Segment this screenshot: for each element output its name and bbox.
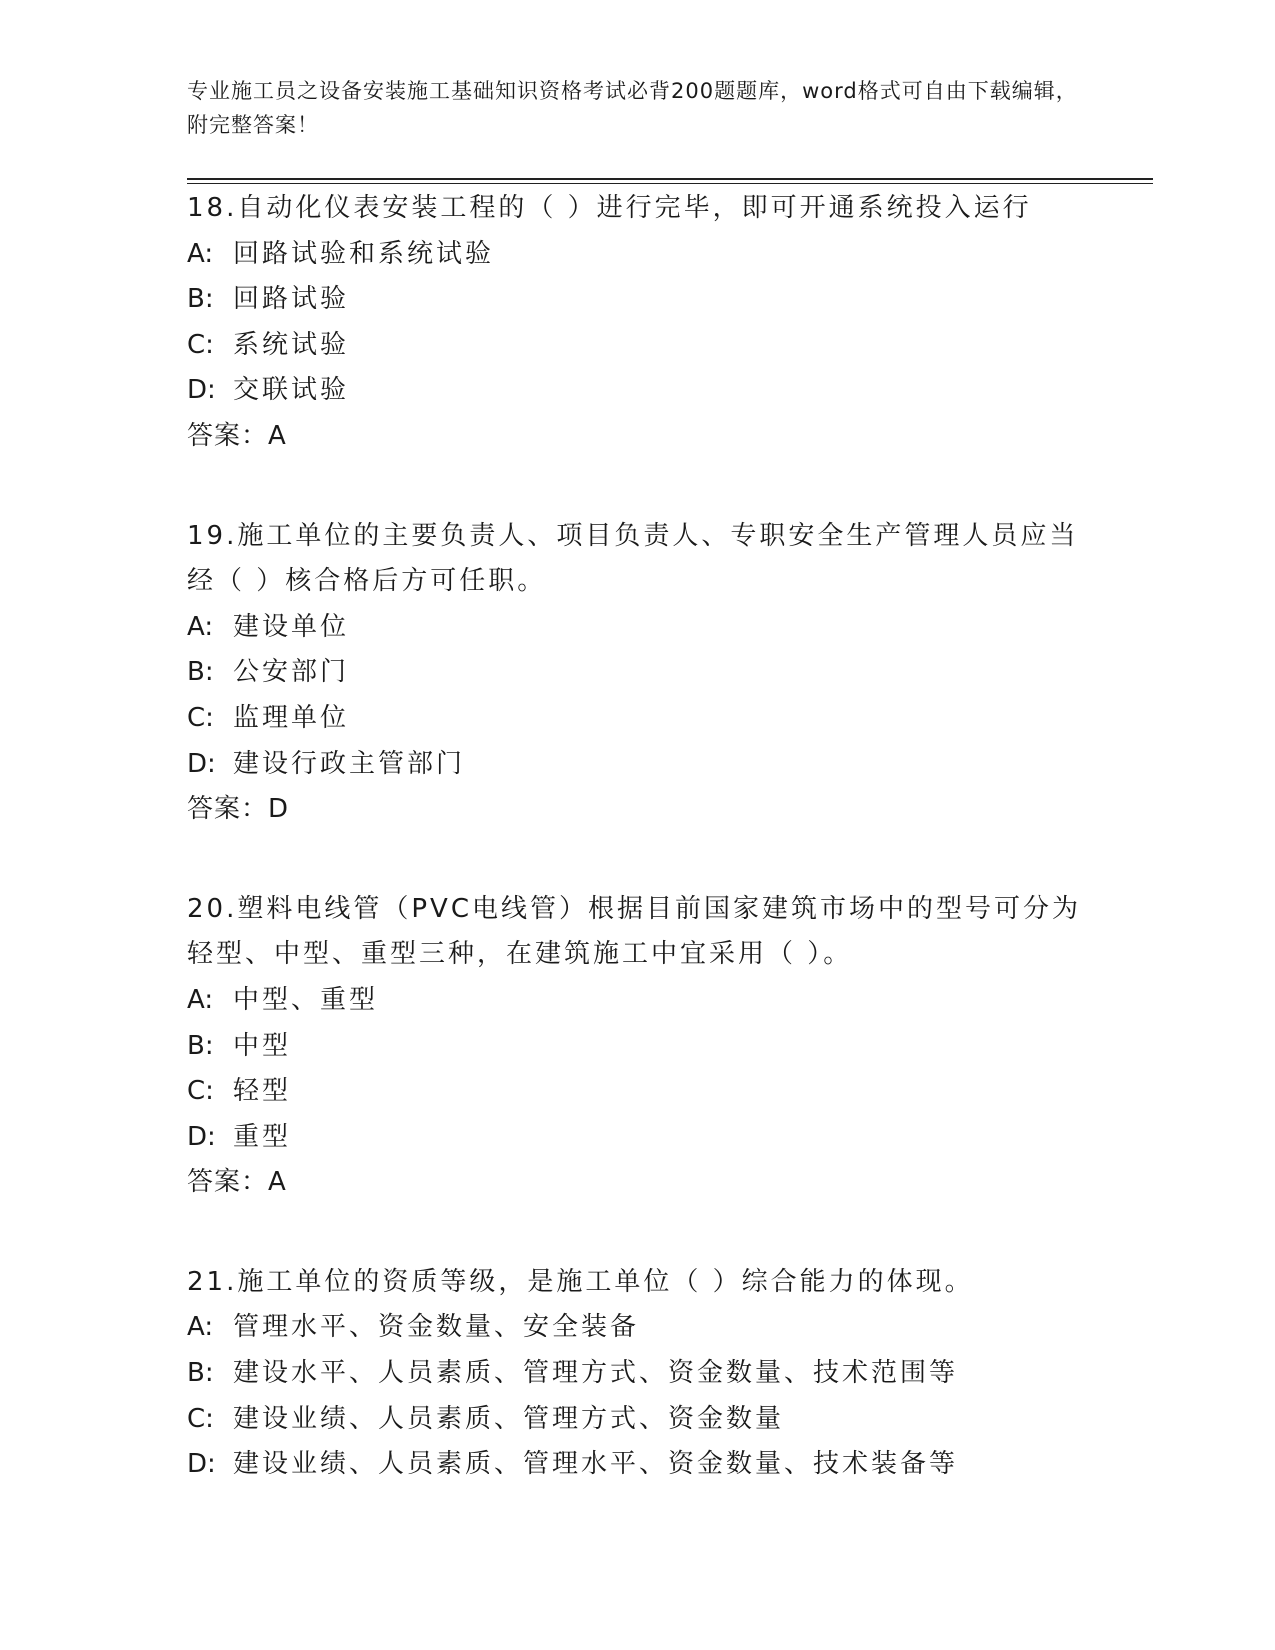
option-text: 回路试验 bbox=[233, 284, 350, 315]
option-c bbox=[187, 1397, 1087, 1443]
document-header: 专业施工员之设备安装施工基础知识资格考试必背200题题库，word格式可自由下载编辑，附完整答案！ bbox=[187, 79, 1078, 137]
option-text: 回路试验和系统试验 bbox=[233, 238, 495, 269]
option-text: 中型 bbox=[233, 1030, 292, 1061]
question-stem: 20.塑料电线管（PVC电线管）根据目前国家建筑市场中的型号可分为轻型、中型、重型三种，在建筑施工中宜采用（ ）。 bbox=[187, 893, 1081, 970]
option-letter: C: bbox=[187, 1403, 214, 1434]
option-b bbox=[187, 1024, 1087, 1070]
option-letter: B: bbox=[187, 1358, 214, 1389]
option-a bbox=[187, 1305, 1087, 1351]
option-text: 建设业绩、人员素质、管理方式、资金数量 bbox=[233, 1403, 785, 1434]
option-letter: A: bbox=[187, 1312, 214, 1343]
option-text: 系统试验 bbox=[233, 329, 350, 360]
question-stem: 21.施工单位的资质等级，是施工单位（ ）综合能力的体现。 bbox=[187, 1266, 974, 1297]
question-21 bbox=[187, 1260, 1087, 1488]
answer-line: 答案：A bbox=[187, 420, 287, 451]
option-b bbox=[187, 277, 1087, 323]
option-d bbox=[187, 742, 1087, 788]
option-text: 轻型 bbox=[233, 1076, 292, 1107]
question-list bbox=[187, 186, 1087, 1542]
option-letter: B: bbox=[187, 657, 214, 688]
option-letter: A: bbox=[187, 238, 214, 269]
option-text: 建设单位 bbox=[233, 611, 350, 642]
option-text: 建设业绩、人员素质、管理水平、资金数量、技术装备等 bbox=[233, 1449, 959, 1480]
option-b bbox=[187, 650, 1087, 696]
option-text: 监理单位 bbox=[233, 702, 350, 733]
option-text: 中型、重型 bbox=[233, 984, 379, 1015]
option-a bbox=[187, 232, 1087, 278]
option-text: 公安部门 bbox=[233, 657, 350, 688]
question-20 bbox=[187, 887, 1087, 1206]
option-b bbox=[187, 1351, 1087, 1397]
option-c bbox=[187, 323, 1087, 369]
header-divider-thick bbox=[187, 178, 1153, 180]
option-d bbox=[187, 1115, 1087, 1161]
option-text: 建设行政主管部门 bbox=[233, 748, 466, 779]
option-d bbox=[187, 1442, 1087, 1488]
option-letter: D: bbox=[187, 748, 216, 779]
option-letter: A: bbox=[187, 984, 214, 1015]
option-letter: D: bbox=[187, 375, 216, 406]
answer-line: 答案：D bbox=[187, 794, 290, 825]
option-text: 建设水平、人员素质、管理方式、资金数量、技术范围等 bbox=[233, 1358, 959, 1389]
option-c bbox=[187, 1069, 1087, 1115]
question-stem: 19.施工单位的主要负责人、项目负责人、专职安全生产管理人员应当经（ ）核合格后方可任职。 bbox=[187, 520, 1079, 597]
option-c bbox=[187, 696, 1087, 742]
question-18 bbox=[187, 186, 1087, 460]
question-stem: 18.自动化仪表安装工程的（ ）进行完毕，即可开通系统投入运行 bbox=[187, 193, 1032, 223]
option-letter: C: bbox=[187, 702, 214, 733]
option-letter: D: bbox=[187, 1121, 216, 1152]
option-letter: A: bbox=[187, 611, 214, 642]
question-19 bbox=[187, 514, 1087, 833]
option-text: 交联试验 bbox=[233, 375, 350, 406]
option-d bbox=[187, 368, 1087, 414]
option-text: 管理水平、资金数量、安全装备 bbox=[233, 1312, 640, 1343]
option-letter: C: bbox=[187, 1076, 214, 1107]
option-letter: D: bbox=[187, 1449, 216, 1480]
option-a bbox=[187, 978, 1087, 1024]
option-letter: B: bbox=[187, 1030, 214, 1061]
header-divider-thin bbox=[187, 183, 1153, 184]
option-text: 重型 bbox=[233, 1121, 292, 1152]
option-a bbox=[187, 605, 1087, 651]
option-letter: C: bbox=[187, 329, 214, 360]
answer-line: 答案：A bbox=[187, 1167, 287, 1198]
option-letter: B: bbox=[187, 284, 214, 315]
